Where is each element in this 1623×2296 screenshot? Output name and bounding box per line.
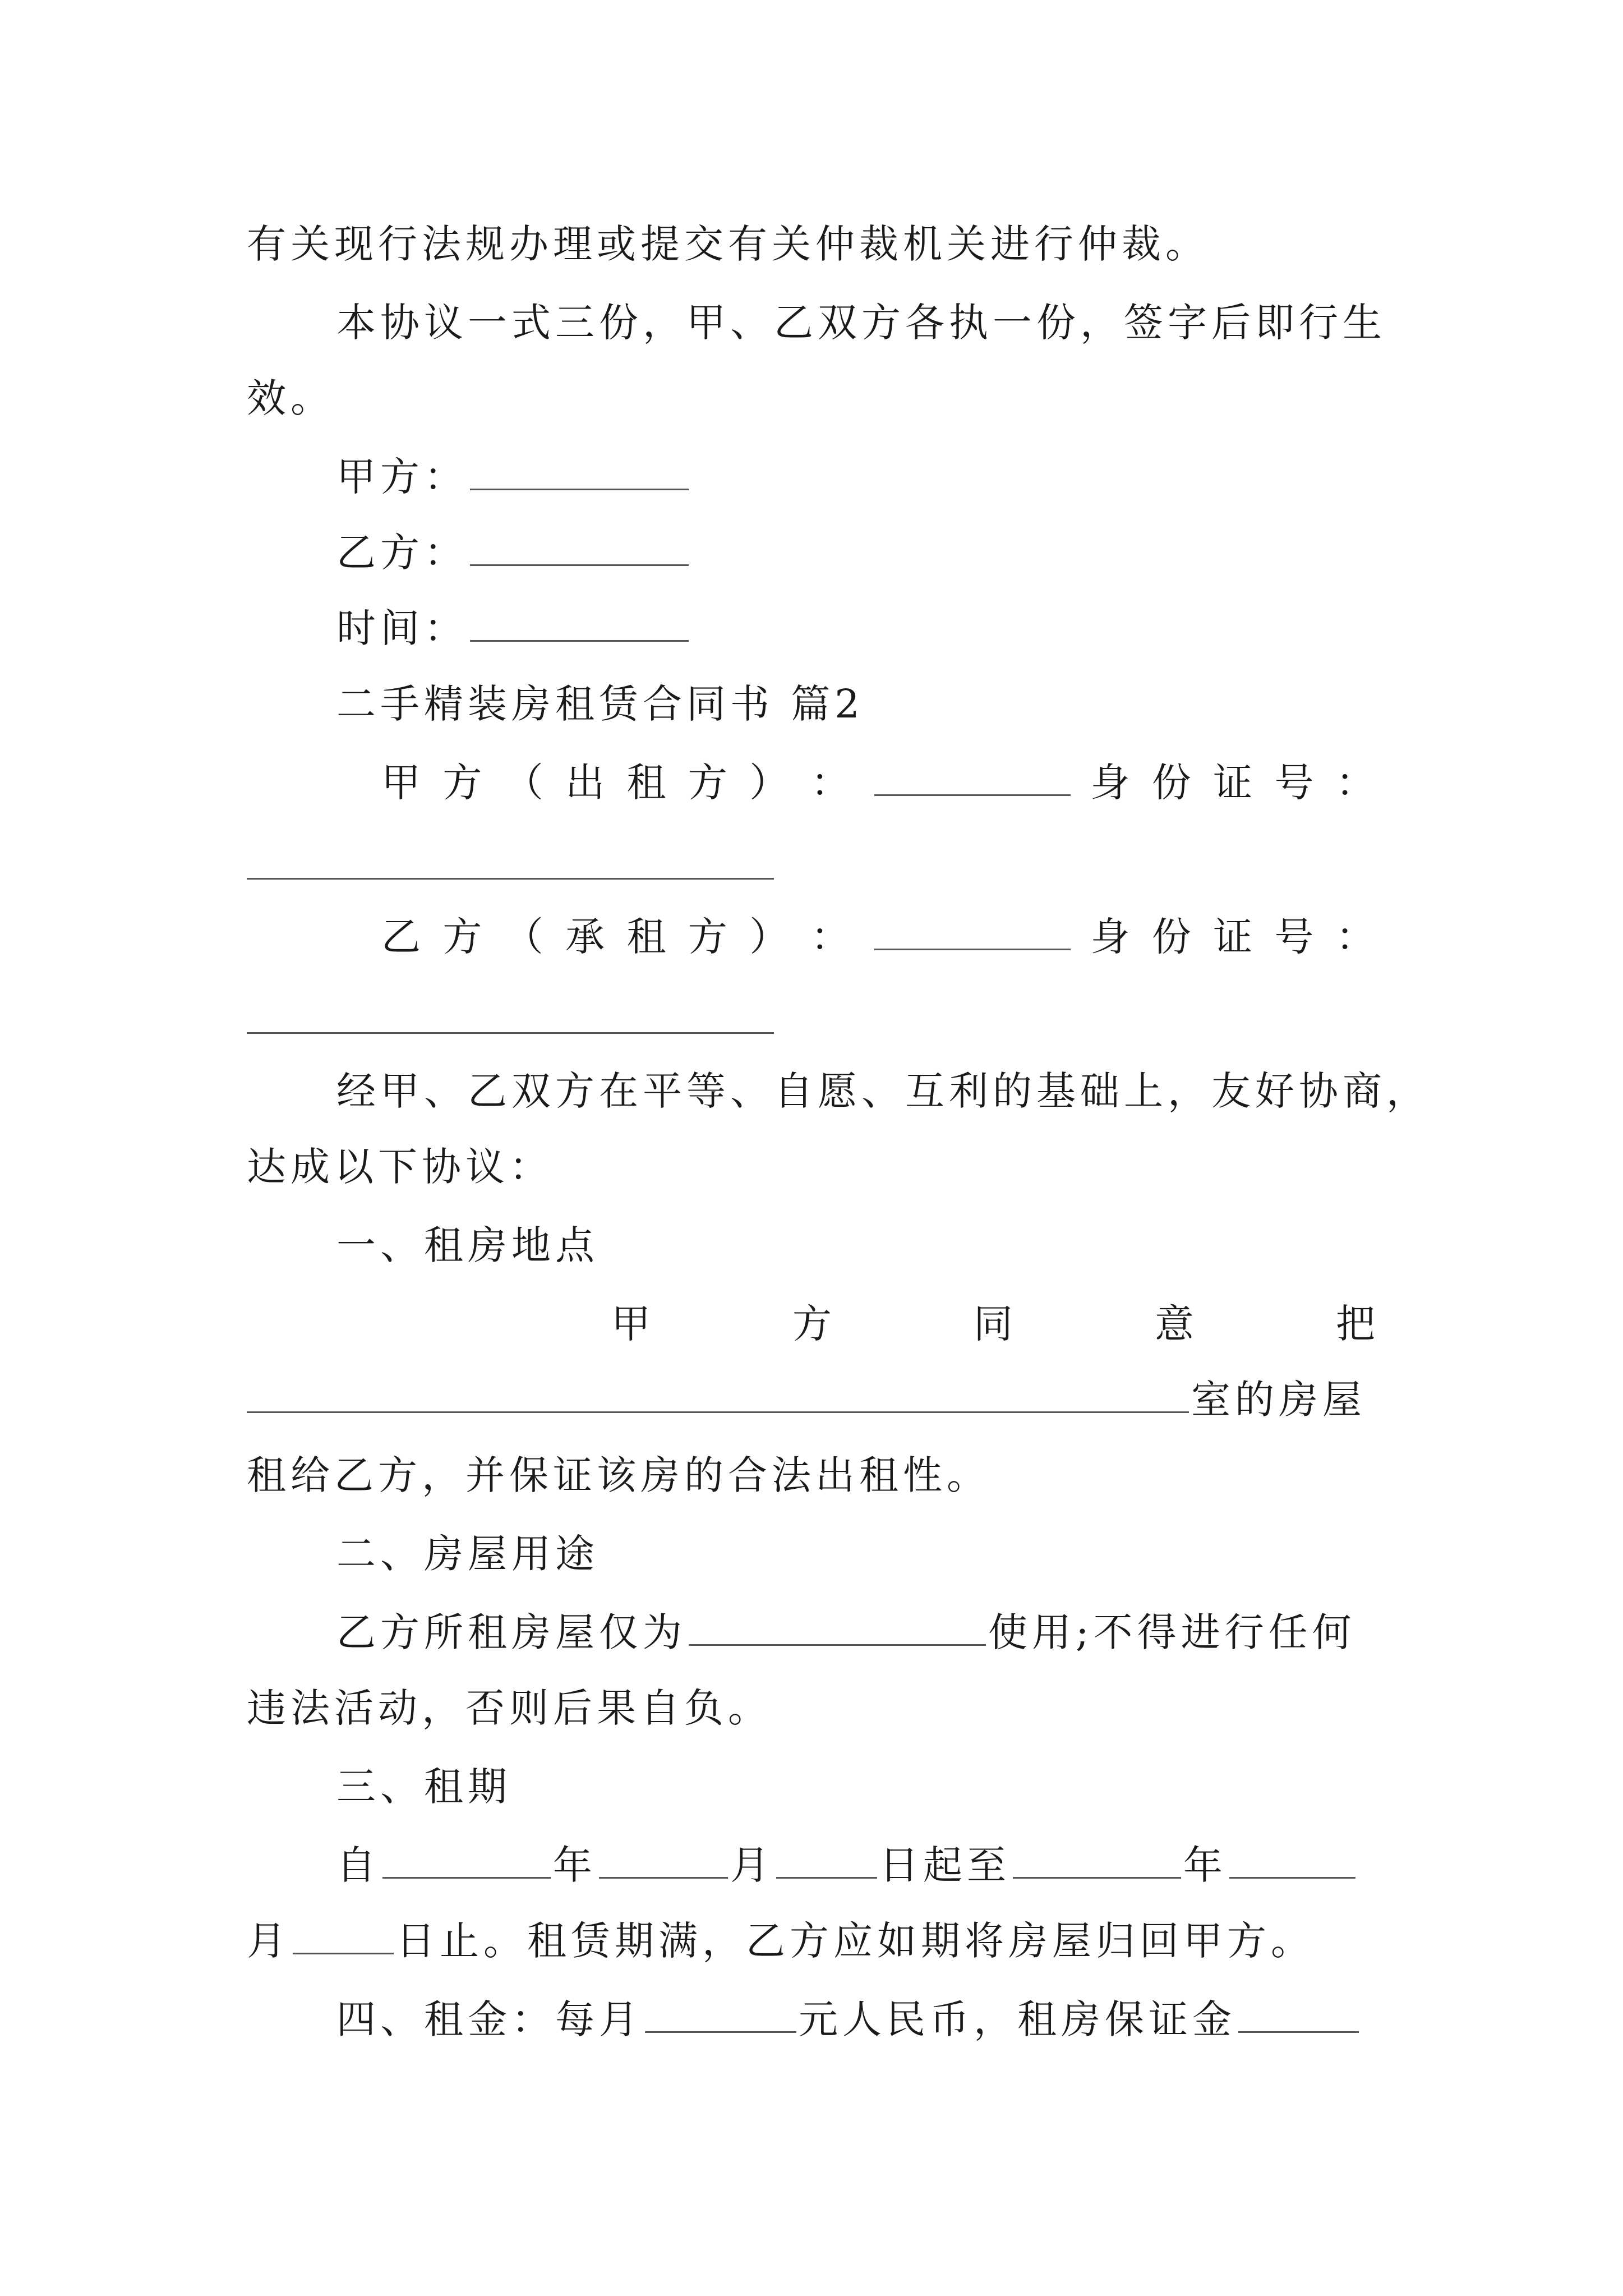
char: ）: [749, 914, 794, 960]
char: 份: [1151, 914, 1196, 960]
blank-field: [1229, 1839, 1355, 1879]
paragraph-line: [336, 1063, 1430, 1119]
char: 把: [1336, 1301, 1380, 1347]
char: ：: [1335, 914, 1380, 960]
text: 自: [336, 1842, 380, 1888]
char: （: [504, 914, 548, 960]
char: （: [504, 760, 548, 806]
signature-line-party-b: [336, 524, 1380, 581]
char: 出: [565, 760, 610, 806]
text: 日起至: [879, 1842, 1011, 1888]
text: 四、租金：每月: [336, 1996, 643, 2042]
heading-text: 一、租房地点: [336, 1222, 599, 1268]
blank-field: [1013, 1839, 1181, 1879]
text: 月: [247, 1918, 291, 1964]
blank-field: [874, 756, 1071, 796]
id-number-blank: [247, 1032, 774, 1034]
char: 号: [1274, 760, 1318, 806]
char: 号: [1274, 914, 1318, 960]
text: 使用;不得进行任何: [988, 1609, 1356, 1655]
char: 承: [565, 914, 610, 960]
paragraph-line: [247, 1139, 1380, 1195]
address-blank: [247, 1373, 1189, 1413]
text: 元人民币，租房保证金: [799, 1996, 1236, 2042]
section-title: [336, 676, 1380, 732]
signature-line-party-a: [336, 449, 1380, 505]
paragraph-line: [611, 1296, 1380, 1352]
heading-text: 三、租期: [336, 1764, 511, 1810]
char: 意: [1155, 1301, 1198, 1347]
char: ：: [810, 760, 855, 806]
lessee-line: [381, 909, 1380, 965]
blank-field: [776, 1839, 877, 1879]
section-heading: [336, 1217, 1380, 1273]
blank-field: [874, 910, 1071, 950]
section-heading: [336, 1759, 1380, 1815]
char: 证: [1213, 760, 1257, 806]
blank-field: [599, 1839, 728, 1879]
label: 乙方：: [336, 530, 468, 576]
lessor-line: [381, 754, 1380, 811]
text: 违法活动，否则后果自负。: [247, 1685, 772, 1731]
paragraph-line: [247, 1447, 1380, 1503]
id-number-blank: [247, 878, 774, 880]
text: 室的房屋: [1191, 1377, 1366, 1423]
char: 身: [1090, 760, 1135, 806]
char: 方: [688, 914, 732, 960]
char: 甲: [611, 1301, 655, 1347]
paragraph-line: [247, 216, 1380, 272]
char: 方: [792, 1301, 836, 1347]
paragraph-line: [247, 1680, 1380, 1736]
blank-field: [470, 450, 689, 490]
text: 年: [1183, 1842, 1227, 1888]
char: 同: [974, 1301, 1017, 1347]
paragraph-line: [336, 1837, 1380, 1893]
char: 甲: [381, 760, 425, 806]
blank-field: [470, 602, 689, 642]
blank-field: [470, 526, 689, 566]
section-heading: [336, 1526, 1380, 1582]
char: 身: [1090, 914, 1135, 960]
char: ：: [1335, 760, 1380, 806]
text: 租给乙方，并保证该房的合法出租性。: [247, 1452, 990, 1498]
blank-field: [382, 1839, 551, 1879]
paragraph-line: [336, 295, 1386, 351]
char: 乙: [381, 914, 425, 960]
char: 份: [1151, 760, 1196, 806]
text: 本协议一式三份，甲、乙双方各执一份，签字后即行生: [336, 300, 1386, 346]
text: 经甲、乙双方在平等、自愿、互利的基础上，友好协商，: [336, 1068, 1430, 1114]
text: 日止。租赁期满，乙方应如期将房屋归回甲方。: [396, 1918, 1315, 1964]
paragraph-line: [247, 370, 1380, 426]
text: 月: [730, 1842, 774, 1888]
char: ）: [749, 760, 794, 806]
signature-line-time: [336, 600, 1380, 656]
text: 乙方所租房屋仅为: [336, 1609, 686, 1655]
label: 时间：: [336, 605, 468, 651]
heading-text: 二、房屋用途: [336, 1531, 599, 1577]
text: 达成以下协议：: [247, 1144, 553, 1190]
blank-field: [293, 1915, 394, 1954]
char: 方: [442, 914, 487, 960]
char: ：: [810, 914, 855, 960]
title-text: 二手精装房租赁合同书 篇2: [336, 681, 864, 727]
label: 甲方：: [336, 454, 468, 500]
text: 有关现行法规办理或提交有关仲裁机关进行仲裁。: [247, 221, 1209, 267]
text: 效。: [247, 375, 334, 421]
paragraph-line: [336, 1991, 1380, 2047]
blank-field: [645, 1993, 796, 2033]
usage-blank: [689, 1606, 986, 1646]
text: 年: [553, 1842, 597, 1888]
char: 租: [626, 914, 671, 960]
char: 方: [688, 760, 732, 806]
char: 租: [626, 760, 671, 806]
blank-field: [1238, 1993, 1359, 2033]
paragraph-line: [336, 1604, 1380, 1660]
char: 方: [442, 760, 487, 806]
char: 证: [1213, 914, 1257, 960]
paragraph-line: [247, 1372, 1380, 1428]
paragraph-line: [247, 1913, 1380, 1969]
